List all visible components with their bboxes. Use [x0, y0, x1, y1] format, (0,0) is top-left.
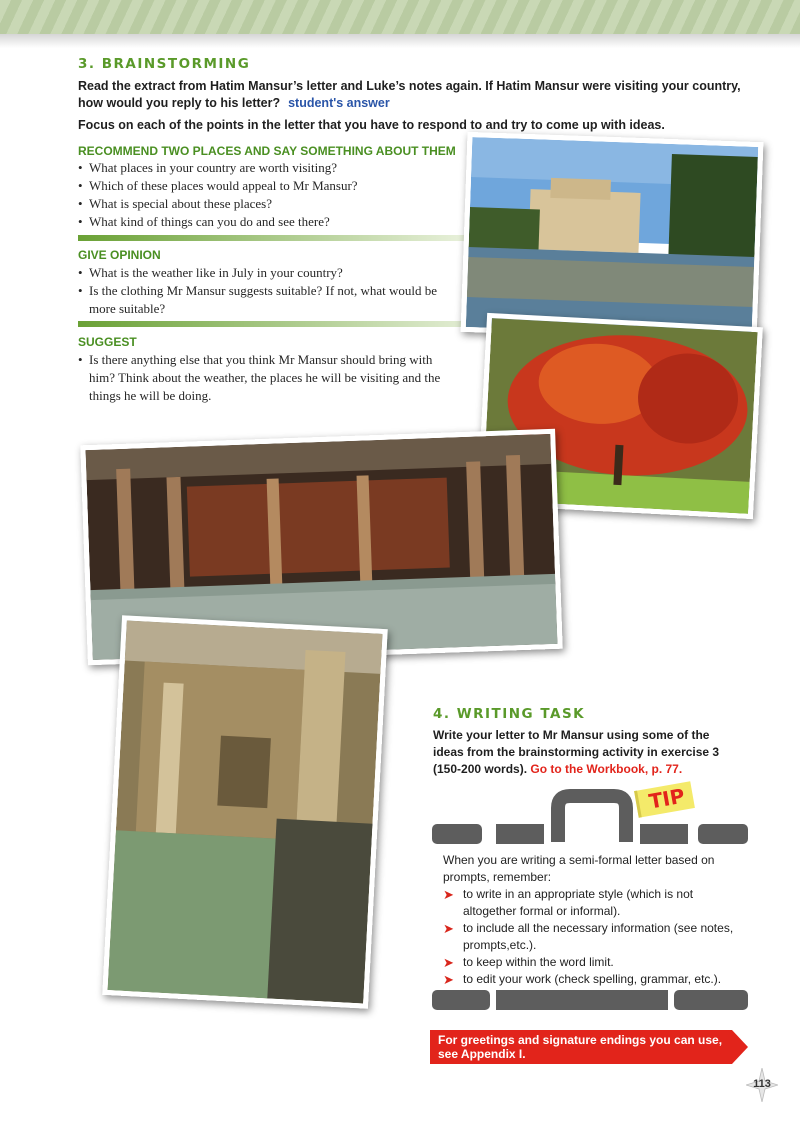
- opinion-title: GIVE OPINION: [78, 248, 161, 262]
- appendix-banner-text: For greetings and signature endings you can use, see Appendix I.: [438, 1033, 723, 1061]
- section4-heading: 4. WRITING TASK: [433, 706, 586, 722]
- appendix-banner[interactable]: [430, 1030, 748, 1064]
- section4-instruction: Write your letter to Mr Mansur using some of the ideas from the brainstorming activity in exercise 3 (150-200 words).: [433, 728, 720, 776]
- list-item: • What kind of things can you do and see there?: [78, 213, 458, 231]
- recommend-title: RECOMMEND TWO PLACES AND SAY SOMETHING ABOUT THEM: [78, 144, 456, 158]
- suitcase-bottom-icon: [430, 988, 750, 1012]
- tip-label: TIP: [634, 781, 695, 817]
- arrow-right-icon: ➤: [443, 887, 454, 902]
- section4-text: [433, 727, 733, 778]
- arrow-right-icon: ➤: [443, 921, 454, 936]
- section3-focus: Focus on each of the points in the letter that you have to respond to and try to come up with ideas.: [78, 118, 665, 132]
- top-decor-band: [0, 0, 800, 34]
- tip-intro: When you are writing a semi-formal letter based on prompts, remember:: [443, 853, 715, 884]
- divider-bar: [78, 321, 488, 327]
- divider-bar: [78, 235, 468, 241]
- arrow-right-icon: ➤: [443, 972, 454, 987]
- arrow-right-icon: ➤: [443, 955, 454, 970]
- opinion-list: [78, 264, 453, 318]
- workbook-link[interactable]: Go to the Workbook, p. 77.: [530, 762, 683, 776]
- suitcase-top-icon: [430, 786, 750, 846]
- list-item: • What is special about these places?: [78, 195, 458, 213]
- tip-body: [443, 852, 743, 988]
- list-item: • Is there anything else that you think Mr Mansur should bring with him? Think about the weather, the places he will be visiting and the things he will be doing.: [78, 351, 453, 405]
- list-item: • Is the clothing Mr Mansur suggests suitable? If not, what would be more suitable?: [78, 282, 453, 318]
- page-number: 113: [753, 1078, 771, 1090]
- list-item: ➤ to edit your work (check spelling, grammar, etc.).: [443, 972, 722, 987]
- photo-bath-pool: [102, 615, 388, 1008]
- list-item: ➤ to keep within the word limit.: [443, 955, 614, 970]
- list-item: • Which of these places would appeal to Mr Mansur?: [78, 177, 458, 195]
- photo-river-palace: [461, 132, 764, 342]
- list-item: ➤ to include all the necessary information (see notes, prompts,etc.).: [443, 921, 734, 952]
- suggest-list: [78, 351, 453, 405]
- section3-instruction: [78, 78, 748, 112]
- section3-heading: 3. BRAINSTORMING: [78, 56, 251, 72]
- page-number-badge: [746, 1068, 778, 1102]
- suggest-title: SUGGEST: [78, 335, 137, 349]
- top-decor-shadow: [0, 34, 800, 48]
- list-item: • What is the weather like in July in your country?: [78, 264, 453, 282]
- recommend-list: [78, 159, 458, 231]
- list-item: ➤ to write in an appropriate style (which is not altogether formal or informal).: [443, 887, 694, 918]
- student-answer-note: student's answer: [288, 96, 390, 110]
- section3-instruction-text: Read the extract from Hatim Mansur’s letter and Luke’s notes again. If Hatim Mansur were visiting your country, how would you reply to his letter?: [78, 79, 741, 110]
- list-item: • What places in your country are worth visiting?: [78, 159, 458, 177]
